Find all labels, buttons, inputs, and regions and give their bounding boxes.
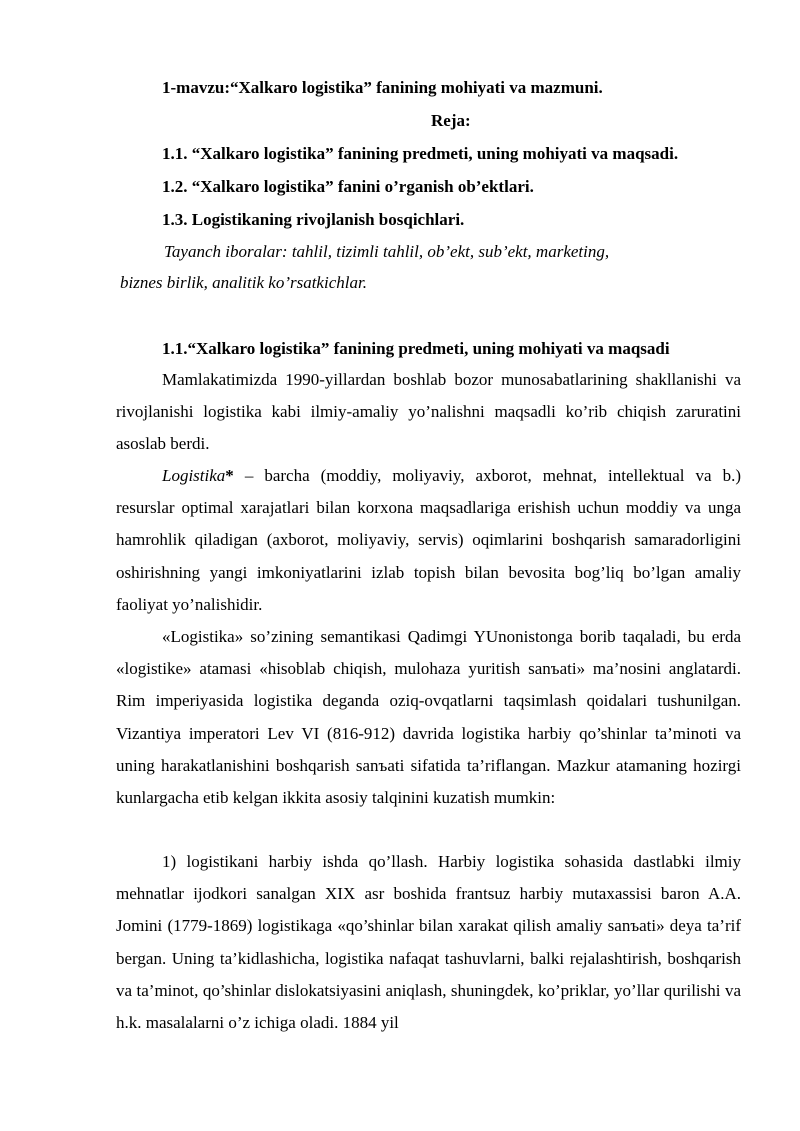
paragraph-4: 1) logistikani harbiy ishda qo’llash. Harbiy logistika sohasida dastlabki ilmiy mehnatlar ijodkori sanalgan XIX asr boshida frantsuz harbiy mutaxassisi baron A.A. Jomini (1779-1869) logistikaga «qo’shinlar bilan xarakat qilish amaliy sanъati» deya ta’rif bergan. Uning ta’kidlashicha, logistika nafaqat tashuvlarni, balki rejalashtirish, boshqarish va ta’minot, qo’shinlar dislokatsiyasini aniqlash, shuningdek, ko’priklar, yo’llar qurilishi va h.k. masalalarni o’z ichiga oladi. 1884 yil [116,852,741,1033]
paragraph-2-term: Logistika [162,466,226,485]
section-heading: 1.1.“Xalkaro logistika” fanining predmeti, uning mohiyati va maqsadi [162,339,670,358]
paragraph-2 [116,460,741,621]
plan-label: Reja: [431,111,471,130]
paragraph-3: «Logistika» so’zining semantikasi Qadimgi YUnonistonga borib taqaladi, bu erda «logistike» atamasi «hisoblab chiqish, mulohaza yuritish sanъati» ma’nosini anglatardi. Rim imperiyasida logistika deganda oziq-ovqatlarni taqsimlash qoidalari tushunilgan. Vizantiya imperatori Lev VI (816-912) davrida logistika harbiy qo’shinlar ta’minoti va uning harakatlanishini boshqarish sanъati sifatida ta’riflangan. Mazkur atamaning hozirgi kunlargacha etib kelgan ikkita asosiy talqinini kuzatish mumkin: [116,627,741,808]
keywords-line-2: biznes birlik, analitik ko’rsatkichlar. [120,273,367,292]
keywords-line-1: Tayanch iboralar: tahlil, tizimli tahlil, ob’ekt, sub’ekt, marketing, [164,242,610,261]
paragraph-1: Mamlakatimizda 1990-yillardan boshlab bozor munosabatlarining shakllanishi va rivojlanishi logistika kabi ilmiy-amaliy yo’nalishni maqsadli ko’rib chiqish zaruratini asoslab berdi. [116,370,741,454]
plan-item-2: 1.2. “Xalkaro logistika” fanini o’rganish ob’ektlari. [162,177,534,196]
topic-title: 1-mavzu:“Xalkaro logistika” fanining mohiyati va mazmuni. [162,78,603,97]
plan-item-3: 1.3. Logistikaning rivojlanish bosqichlari. [162,210,465,229]
paragraph-2-star: * [225,466,234,485]
plan-item-1: 1.1. “Xalkaro logistika” fanining predmeti, uning mohiyati va maqsadi. [162,144,679,163]
paragraph-2-text: – barcha (moddiy, moliyaviy, axborot, mehnat, intellektual va b.) resurslar optimal xarajatlari bilan korxona maqsadlariga erishish uchun moddiy va unga hamrohlik qiladigan (axborot, moliyaviy, servis) oqimlarini boshqarish samaradorligini oshirishning yangi imkoniyatlarini izlab topish bilan bevosita bog’liq bo’lgan amaliy faoliyat yo’nalishidir. [116,466,741,614]
